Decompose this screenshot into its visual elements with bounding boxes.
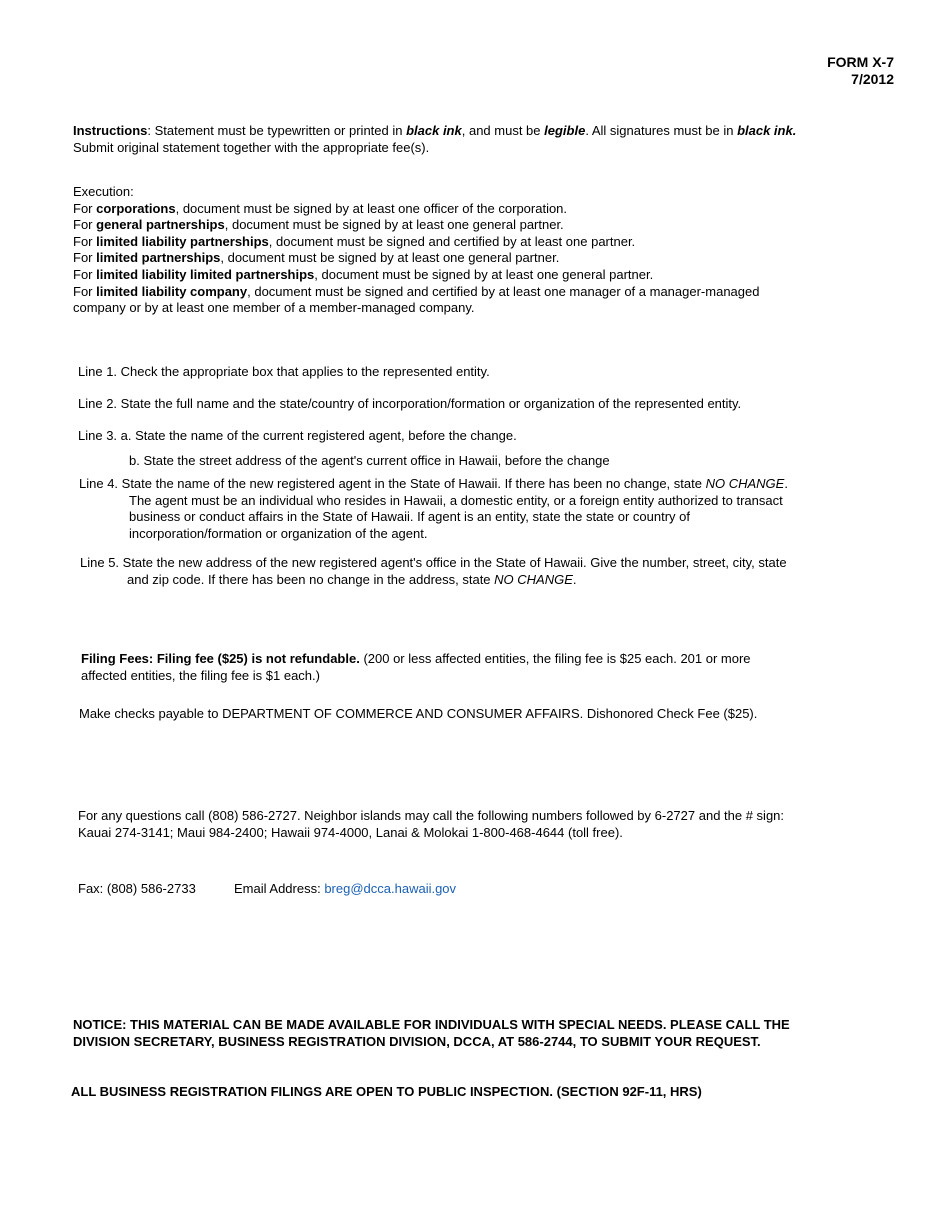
checks-payable-note: Make checks payable to DEPARTMENT OF COMMERCE AND CONSUMER AFFAIRS. Dishonored Check Fee ($25). (79, 706, 758, 721)
instructions-text: . All signatures must be in (585, 123, 738, 138)
special-needs-notice: NOTICE: THIS MATERIAL CAN BE MADE AVAILABLE FOR INDIVIDUALS WITH SPECIAL NEEDS. PLEASE CALL THE DIVISION SECRETARY, BUSINESS REGISTRATION DIVISION, DCCA, AT 586-2744, TO SUBMIT YOUR REQUEST. (73, 1017, 790, 1049)
email-link[interactable]: breg@dcca.hawaii.gov (324, 881, 457, 896)
legible-emphasis: legible (544, 123, 586, 138)
execution-section (73, 184, 873, 317)
line-2-instruction: Line 2. State the full name and the state/country of incorporation/formation or organization of the represented entity. (78, 396, 742, 411)
line-1-instruction: Line 1. Check the appropriate box that applies to the represented entity. (78, 364, 490, 379)
form-date: 7/2012 (851, 71, 894, 87)
execution-item: For limited liability limited partnerships, document must be signed by at least one general partner. (73, 266, 654, 282)
entity-type: corporations (96, 200, 176, 216)
line-5-instruction: Line 5. State the new address of the new registered agent's office in the State of Hawaii. Give the number, street, city, state and zip code. If there has been no change in the address, state NO CHANGE. (80, 555, 787, 587)
execution-last-line: company or by at least one member of a member-managed company. (73, 300, 475, 316)
entity-type: limited liability partnerships (96, 233, 269, 249)
line-3b-instruction: b. State the street address of the agent's current office in Hawaii, before the change (129, 453, 610, 468)
form-code: FORM X-7 (827, 54, 894, 70)
public-inspection-notice: ALL BUSINESS REGISTRATION FILINGS ARE OPEN TO PUBLIC INSPECTION. (SECTION 92F-11, HRS) (71, 1084, 702, 1099)
line-4-instruction: Line 4. State the name of the new registered agent in the State of Hawaii. If there has been no change, state NO CHANGE. The agent must be an individual who resides in Hawaii, a domestic entity, or a foreign entity authorized to transact business or conduct affairs in the State of Hawaii. If agent is an entity, state the state or country of incorporation/formation or organization of the agent. (79, 476, 788, 541)
filing-fees-heading: Filing Fees: Filing fee ($25) is not refundable. (81, 651, 360, 666)
form-identifier (827, 54, 894, 88)
filing-fees-section: Filing Fees: Filing fee ($25) is not refundable. (200 or less affected entities, the filing fee is $25 each. 201 or more affected entities, the filing fee is $1 each.) (81, 651, 751, 683)
black-ink-signature-emphasis: black ink. (737, 123, 797, 138)
no-change-emphasis: NO CHANGE (494, 571, 573, 587)
instructions-text: : Statement must be typewritten or printed in (147, 123, 407, 138)
no-change-emphasis: NO CHANGE (705, 476, 785, 491)
entity-type: limited liability limited partnerships (96, 266, 315, 282)
line-3a-instruction: Line 3. a. State the name of the current registered agent, before the change. (78, 428, 517, 443)
execution-item: For limited partnerships, document must be signed by at least one general partner. (73, 250, 560, 266)
execution-item: For general partnerships, document must be signed by at least one general partner. (73, 217, 564, 233)
email-row (234, 881, 456, 898)
instructions-text: , and must be (461, 123, 545, 138)
email-label: Email Address: (234, 881, 325, 896)
execution-title: Execution: (73, 184, 134, 199)
execution-item: For limited liability partnerships, document must be signed and certified by at least one partner. (73, 233, 636, 249)
contact-section: For any questions call (808) 586-2727. Neighbor islands may call the following numbers followed by 6-2727 and the # sign: Kauai 274-3141; Maui 984-2400; Hawaii 974-4000, Lanai & Molokai 1-800-468-4644 (toll free). (78, 808, 785, 840)
entity-type: general partnerships (96, 217, 225, 233)
instructions-line-2: Submit original statement together with the appropriate fee(s). (73, 139, 430, 155)
instructions-section (73, 123, 873, 156)
execution-item: For corporations, document must be signed by at least one officer of the corporation. (73, 200, 568, 216)
instructions-line-1 (73, 123, 873, 140)
instructions-label: Instructions (73, 123, 148, 138)
entity-type: limited partnerships (96, 250, 221, 266)
execution-item: For limited liability company, document must be signed and certified by at least one manager of a manager-managed (73, 283, 760, 299)
fax-number: Fax: (808) 586-2733 (78, 881, 196, 896)
black-ink-emphasis: black ink (406, 123, 462, 138)
entity-type: limited liability company (96, 283, 248, 299)
